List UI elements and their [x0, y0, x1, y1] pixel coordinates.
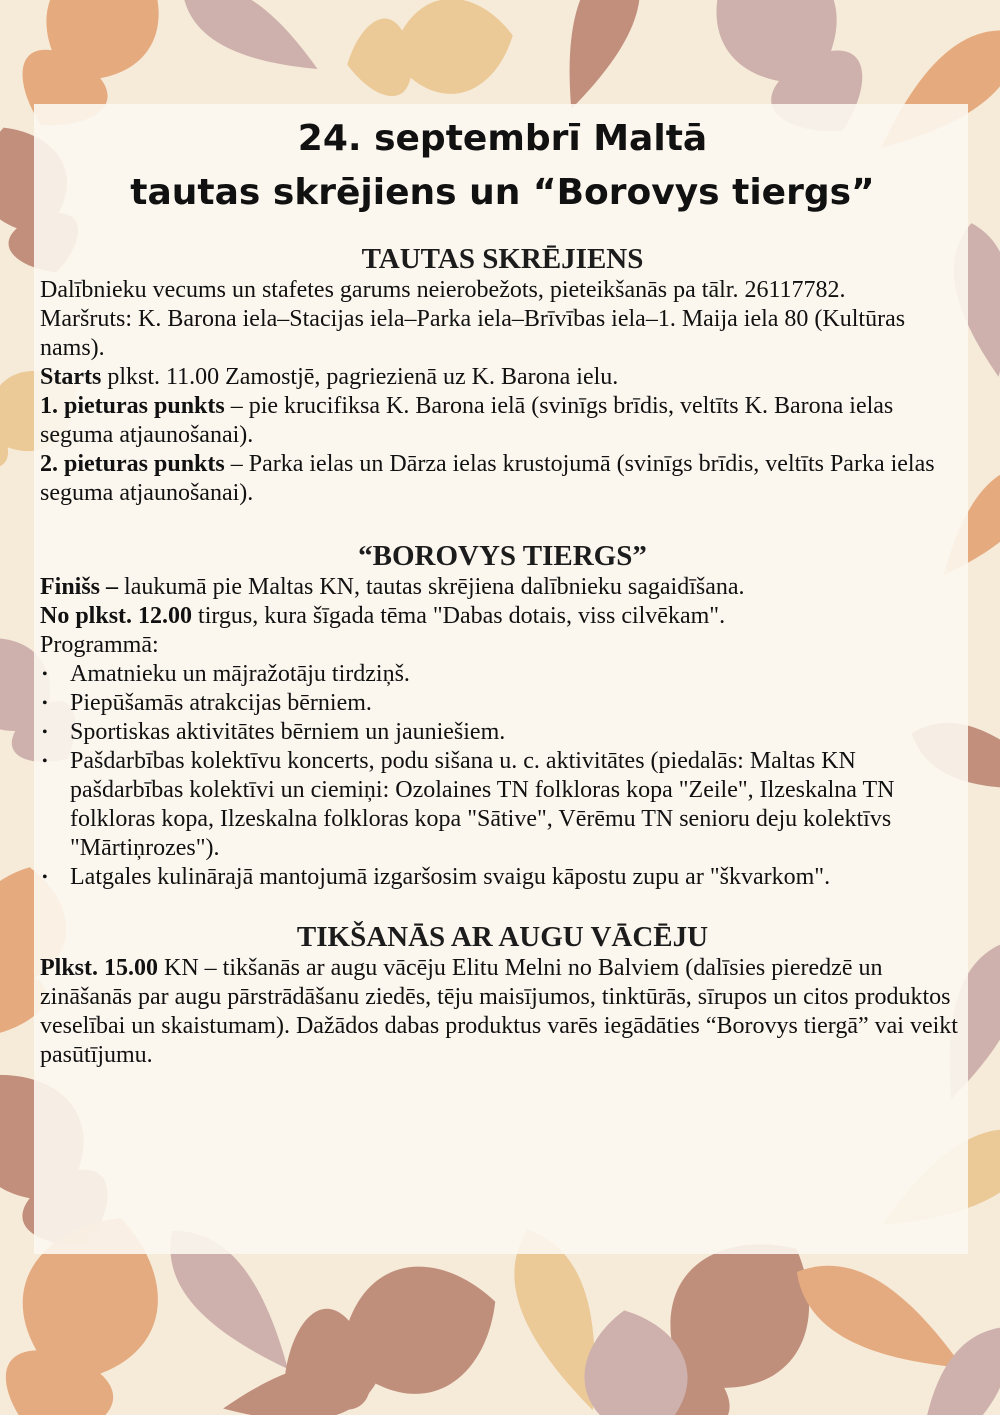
title-line-2: tautas skrējiens un “Borovys tiergs”: [130, 172, 875, 213]
program-label: Programmā:: [40, 632, 159, 658]
list-item: • Pašdarbības kolektīvu koncerts, podu sišana u. c. aktivitātes (piedalās: Maltas KN pašdarbības kolektīvi un ciemiņi: Ozolaines TN folkloras kopa "Zeile", Ilzeskalna TN folkloras kopa, Ilzeskalna folkloras kopa "Sātive", Vērēmu TN senioru deju kolektīvs "Mārtiņrozes").: [42, 748, 895, 861]
stop1-text: – pie krucifiksa K. Barona ielā (svinīgs brīdis, veltīts K. Barona ielas seguma atjaunošanai).: [40, 393, 894, 448]
bullet-icon: •: [42, 666, 48, 683]
market-heading: “BOROVYS TIERGS”: [358, 540, 647, 572]
meeting-text: [40, 954, 965, 1070]
run-start: [40, 363, 965, 392]
finish-label: Finišs –: [40, 574, 119, 600]
page-title: [40, 112, 965, 220]
start-label: Starts: [40, 364, 102, 390]
stop2-label: 2. pieturas punkts: [40, 451, 225, 477]
run-heading: TAUTAS SKRĒJIENS: [361, 243, 644, 275]
run-route: Maršruts: K. Barona iela–Stacijas iela–Parka iela–Brīvības iela–1. Maija iela 80 (Kultūras nams).: [40, 306, 906, 361]
stop2-text: – Parka ielas un Dārza ielas krustojumā (svinīgs brīdis, veltīts Parka ielas seguma atjaunošanai).: [40, 451, 935, 506]
market-from: [40, 602, 965, 631]
bullet-icon: •: [42, 724, 48, 741]
title-line-1: 24. septembrī Maltā: [297, 118, 708, 159]
finish-text: laukumā pie Maltas KN, tautas skrējiena dalībnieku sagaidīšana.: [118, 574, 745, 600]
run-registration: Dalībnieku vecums un stafetes garums neierobežots, pieteikšanās pa tālr. 26117782.: [40, 277, 846, 303]
document-body: [40, 112, 965, 1070]
list-item: • Latgales kulinārajā mantojumā izgaršosim svaigu kāpostu zupu ar "škvarkom".: [42, 864, 831, 890]
run-stop-1: [40, 392, 965, 450]
run-stop-2: [40, 450, 965, 508]
meeting-time-label: Plkst. 15.00: [40, 955, 159, 981]
bullet-icon: •: [42, 695, 48, 712]
from-label: No plkst. 12.00: [40, 603, 193, 629]
meeting-description: KN – tikšanās ar augu vācēju Elitu Melni no Balviem (dalīsies pieredzē un zināšanās par augu pārstrādāšanu ziedēs, tēju maisījumos, tinktūrās, sīrupos un citos produktos veselībai un skaistumam). Dažādos dabas produktus varēs iegādāties “Borovys tiergā” vai veikt pasūtījumu.: [40, 955, 958, 1068]
list-item: • Piepūšamās atrakcijas bērniem.: [42, 690, 372, 716]
start-text: plkst. 11.00 Zamostjē, pagriezienā uz K. Barona ielu.: [101, 364, 619, 390]
market-finish: [40, 573, 965, 602]
from-text: tirgus, kura šīgada tēma "Dabas dotais, viss cilvēkam".: [192, 603, 726, 629]
program-list: [40, 660, 965, 892]
meeting-heading: TIKŠANĀS AR AUGU VĀCĒJU: [296, 921, 709, 953]
bullet-icon: •: [42, 753, 48, 770]
bullet-icon: •: [42, 869, 48, 886]
stop1-label: 1. pieturas punkts: [40, 393, 225, 419]
list-item: • Amatnieku un mājražotāju tirdziņš.: [42, 661, 410, 687]
list-item: • Sportiskas aktivitātes bērniem un jauniešiem.: [42, 719, 506, 745]
